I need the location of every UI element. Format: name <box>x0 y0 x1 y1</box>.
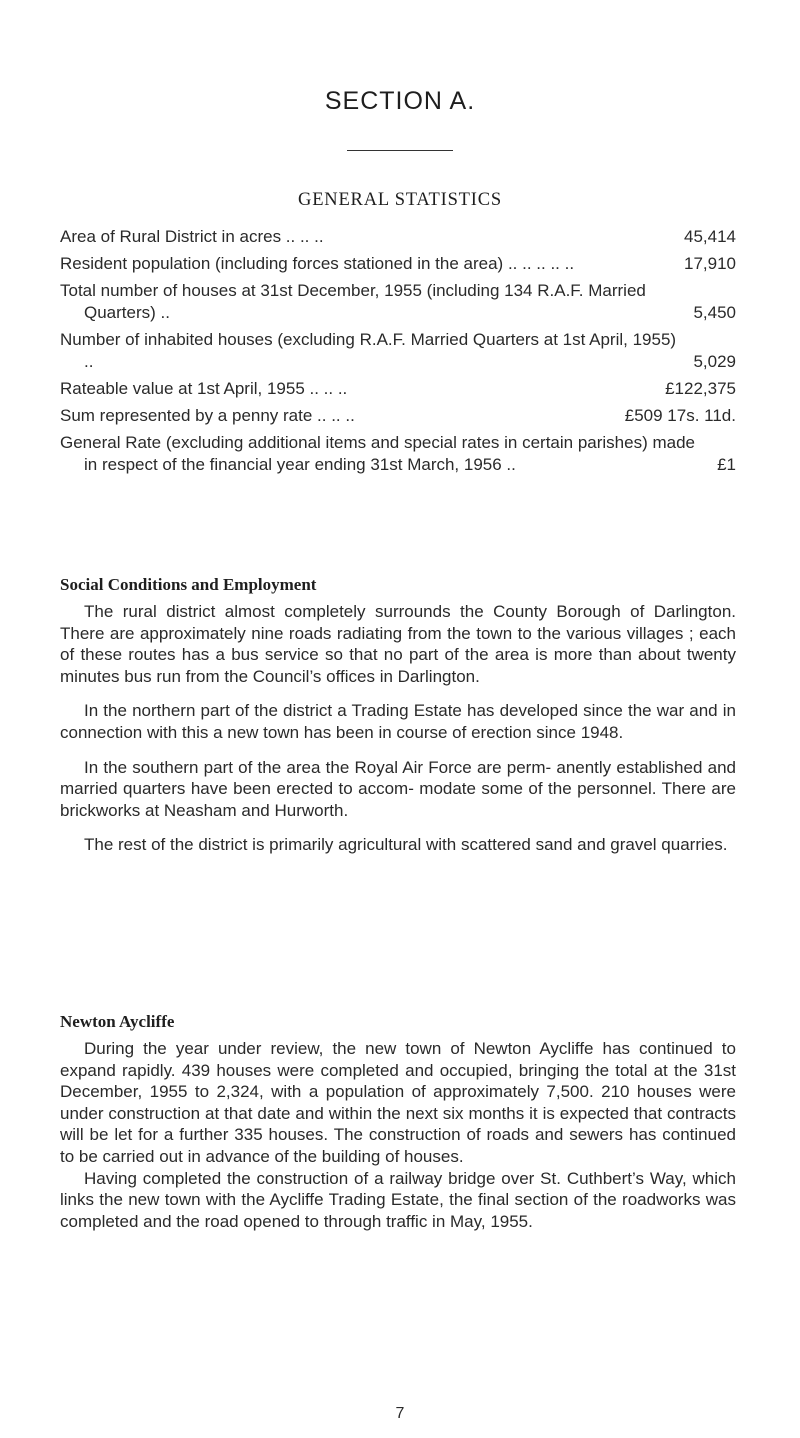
title-rule <box>347 150 453 151</box>
stat-label: Rateable value at 1st April, 1955 .. .. .. <box>60 379 348 398</box>
paragraph: In the southern part of the area the Royal Air Force are perm- anently established and married quarters have been erected to accom- modate some of the personnel. There are brickworks at Neasham and Hurworth. <box>60 757 736 820</box>
stat-inhabited-houses <box>60 329 736 373</box>
paragraph: Having completed the construction of a railway bridge over St. Cuthbert’s Way, which links the new town with the Aycliffe Trading Estate, the final section of the roadworks was completed and the road opened to through traffic in May, 1955. <box>60 1168 736 1231</box>
social-conditions-heading: Social Conditions and Employment <box>60 575 317 594</box>
stat-total-houses <box>60 280 736 324</box>
stat-population <box>60 253 736 275</box>
stat-label: Total number of houses at 31st December, 1955 (including 134 R.A.F. Married Quarters) .. <box>60 281 646 322</box>
newton-aycliffe-body <box>60 1038 736 1232</box>
section-title: SECTION A. <box>324 87 476 115</box>
stat-value: £509 17s. 11d. <box>624 406 736 425</box>
paragraph: In the northern part of the district a Trading Estate has developed since the war and in connection with this a new town has been in course of erection since 1948. <box>60 701 736 742</box>
paragraph: During the year under review, the new town of Newton Aycliffe has continued to expand rapidly. 439 houses were completed and occupied, bringing the total at the 31st December, 1955 to 2,324, with a population of approximately 7,500. 210 houses were under construction at that date and within the next six months it is expected that contracts will be let for a further 335 houses. The construction of roads and sewers has continued to be carried out in advance of the building of houses. <box>60 1039 736 1166</box>
paragraph: The rest of the district is primarily agricultural with scattered sand and gravel quarries. <box>84 835 728 855</box>
stat-area <box>60 226 736 248</box>
stat-label: Number of inhabited houses (excluding R.A.F. Married Quarters at 1st April, 1955) .. <box>60 330 677 371</box>
social-conditions-body <box>60 601 736 869</box>
stat-value: 17,910 <box>684 254 736 273</box>
stat-value: £122,375 <box>665 379 736 398</box>
newton-aycliffe-heading: Newton Aycliffe <box>60 1012 175 1031</box>
stat-value: 45,414 <box>684 227 736 246</box>
stat-label: Resident population (including forces stationed in the area) .. .. .. .. .. <box>60 254 575 273</box>
stat-value: 5,029 <box>693 352 736 371</box>
stat-general-rate <box>60 432 736 476</box>
paragraph: The rural district almost completely surrounds the County Borough of Darlington. There are approximately nine roads radiating from the town to the various villages ; each of these routes has a bus service so that no part of the area is more than about twenty minutes bus run from the Council’s offices in Darlington. <box>60 602 736 686</box>
stat-penny-rate <box>60 405 736 427</box>
stat-label: Area of Rural District in acres .. .. .. <box>60 227 324 246</box>
page-number: 7 <box>395 1405 405 1422</box>
stat-label: General Rate (excluding additional items and special rates in certain parishes) made in respect of the financial year ending 31st March, 1956 .. <box>60 433 696 474</box>
statistics-list <box>60 226 736 481</box>
stat-label: Sum represented by a penny rate .. .. .. <box>60 406 355 425</box>
stat-value: 5,450 <box>693 303 736 322</box>
general-statistics-heading: GENERAL STATISTICS <box>298 190 502 210</box>
stat-value: £1 <box>717 455 736 474</box>
stat-rateable-value <box>60 378 736 400</box>
